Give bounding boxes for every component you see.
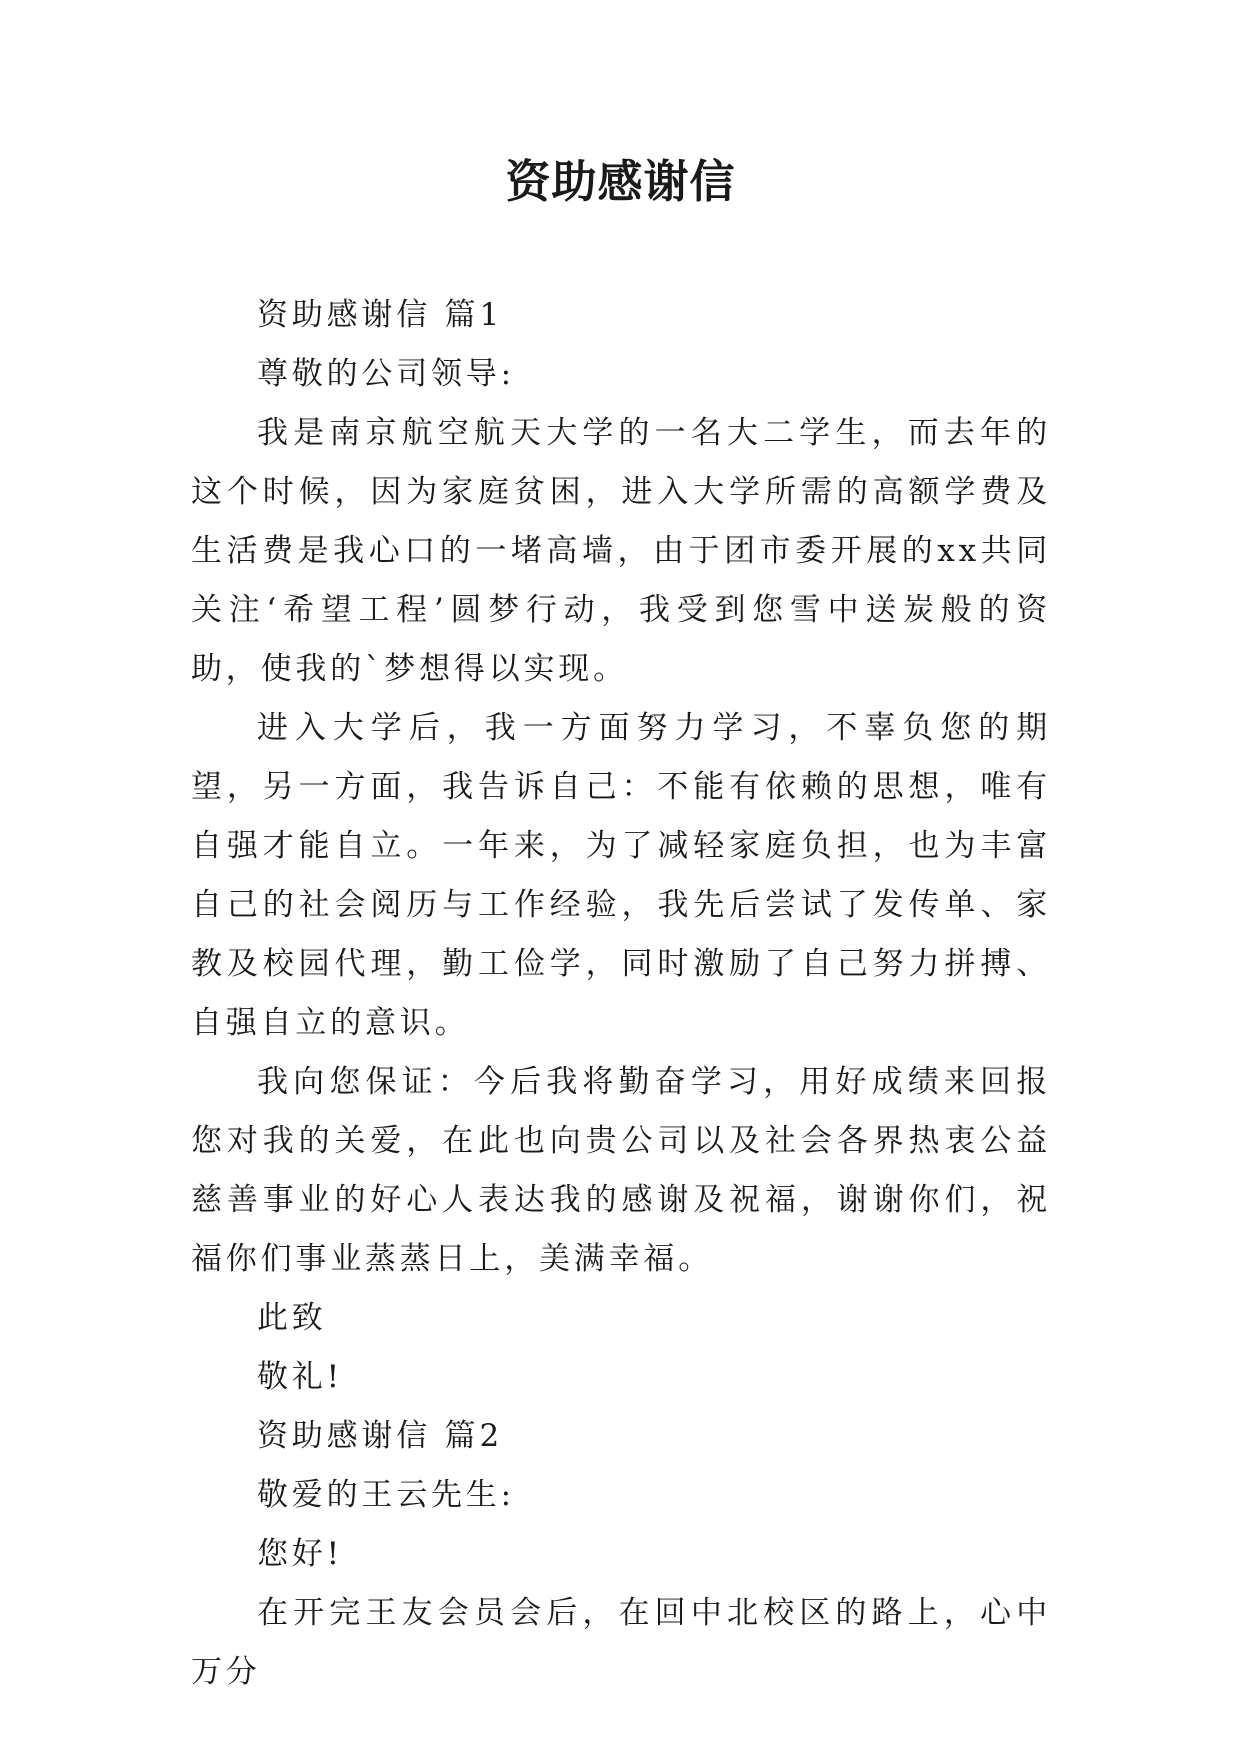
section-heading-2: 资助感谢信 篇2 [257,1418,503,1454]
document-title: 资助感谢信 [505,155,736,208]
closing-line: 此致 [257,1300,327,1336]
body-paragraph: 进入大学后，我一方面努力学习，不辜负您的期望，另一方面，我告诉自己：不能有依赖的思想，唯有自强才能自立。一年来，为了减轻家庭负担，也为丰富自己的社会阅历与工作经验，我先后尝试了发传单、家教及校园代理，勤工俭学，同时激励了自己努力拼搏、自强自立的意识。 [191,710,1051,1041]
salutation-1: 尊敬的公司领导: [257,356,515,392]
body-paragraph: 我向您保证：今后我将勤奋学习，用好成绩来回报您对我的关爱，在此也向贵公司以及社会各界热衷公益慈善事业的好心人表达我的感谢及祝福，谢谢你们，祝福你们事业蒸蒸日上，美满幸福。 [191,1064,1051,1277]
body-paragraph: 我是南京航空航天大学的一名大二学生，而去年的这个时候，因为家庭贫困，进入大学所需的高额学费及生活费是我心口的一堵高墙，由于团市委开展的xx共同关注‘希望工程’圆梦行动，我受到您雪中送炭般的资助，使我的`梦想得以实现。 [191,415,1051,687]
body-paragraph: 在开完王友会员会后，在回中北校区的路上，心中万分 [191,1595,1051,1690]
closing-line: 敬礼! [257,1359,343,1395]
greeting: 您好! [257,1536,343,1572]
section-heading-1: 资助感谢信 篇1 [257,297,503,333]
document-body [191,286,1051,1702]
salutation-2: 敬爱的王云先生: [257,1477,515,1513]
